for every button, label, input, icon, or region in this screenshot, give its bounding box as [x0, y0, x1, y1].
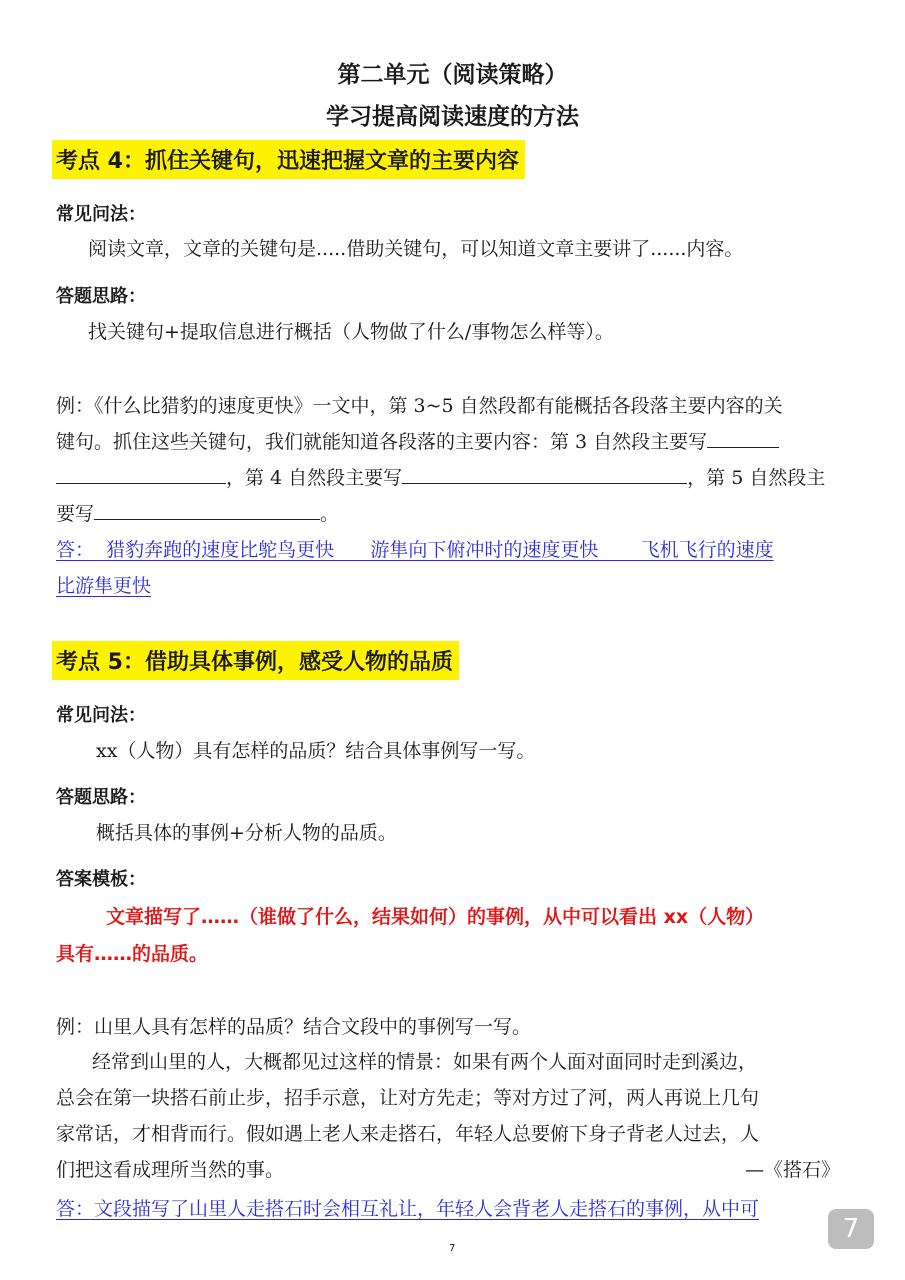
point4-example-line3-end: ，第 5 自然段主	[687, 467, 826, 489]
point5-approach-text: 概括具体的事例+分析人物的品质。	[96, 822, 397, 844]
point5-template-line1: 文章描写了……（谁做了什么，结果如何）的事例，从中可以看出 xx（人物）	[106, 906, 765, 928]
point4-example-line4	[56, 499, 339, 526]
point4-approach-label: 答题思路：	[56, 286, 146, 307]
blank-line	[707, 429, 779, 448]
blank-line	[402, 465, 687, 484]
point4-question-label: 常见问法：	[56, 204, 146, 225]
point5-passage-line3: 家常话，才相背而行。假如遇上老人来走搭石，年轻人总要俯下身子背老人过去，人	[56, 1123, 760, 1145]
point5-template-line2: 具有……的品质。	[56, 943, 209, 965]
point5-heading: 考点 5：借助具体事例，感受人物的品质	[52, 641, 459, 680]
point5-passage-line1: 经常到山里的人，大概都见过这样的情景：如果有两个人面对面同时走到溪边，	[92, 1051, 758, 1073]
point5-example-question: 例：山里人具有怎样的品质？结合文段中的事例写一写。	[56, 1016, 532, 1038]
point4-example-line3	[56, 463, 825, 490]
point5-question-label: 常见问法：	[56, 705, 146, 726]
point4-example-line4-end: 。	[320, 503, 340, 525]
unit-title: 第二单元（阅读策略）	[337, 62, 568, 88]
point5-passage-line4: 们把这看成理所当然的事。	[56, 1159, 285, 1181]
lesson-title: 学习提高阅读速度的方法	[326, 104, 579, 130]
point5-answer-line: 答：文段描写了山里人走搭石时会相互礼让，年轻人会背老人走搭石的事例，从中可	[56, 1198, 760, 1220]
point4-answer-line1: 答： 猎豹奔跑的速度比鸵鸟更快 游隼向下俯冲时的速度更快 飞机飞行的速度	[56, 539, 774, 561]
point4-example-line4-start: 要写	[56, 503, 95, 525]
blank-line	[56, 465, 226, 484]
point4-example-line2	[56, 427, 779, 454]
point4-answer-line2: 比游隼更快	[56, 575, 152, 597]
point4-heading: 考点 4：抓住关键句，迅速把握文章的主要内容	[52, 140, 525, 179]
point4-example-line1: 例：《什么比猎豹的速度更快》一文中，第 3~5 自然段都有能概括各段落主要内容的关	[56, 395, 783, 417]
point4-approach-text: 找关键句+提取信息进行概括（人物做了什么/事物怎么样等）。	[88, 321, 614, 343]
blank-line	[94, 501, 320, 520]
point5-approach-label: 答题思路：	[56, 787, 146, 808]
point5-template-label: 答案模板：	[56, 869, 146, 890]
passage-source: —《搭石》	[745, 1159, 841, 1181]
page-badge: 7	[828, 1209, 874, 1249]
point4-example-line3-mid: ，第 4 自然段主要写	[226, 467, 403, 489]
point5-passage-line2: 总会在第一块搭石前止步，招手示意，让对方先走；等对方过了河，两人再说上几句	[56, 1087, 760, 1109]
point5-question-text: xx（人物）具有怎样的品质？结合具体事例写一写。	[96, 740, 536, 762]
point4-example-line2-text: 键句。抓住这些关键句，我们就能知道各段落的主要内容：第 3 自然段主要写	[56, 431, 708, 453]
point4-question-text: 阅读文章，文章的关键句是.....借助关键句，可以知道文章主要讲了......内容。	[88, 238, 744, 260]
page-number: 7	[449, 1243, 456, 1254]
